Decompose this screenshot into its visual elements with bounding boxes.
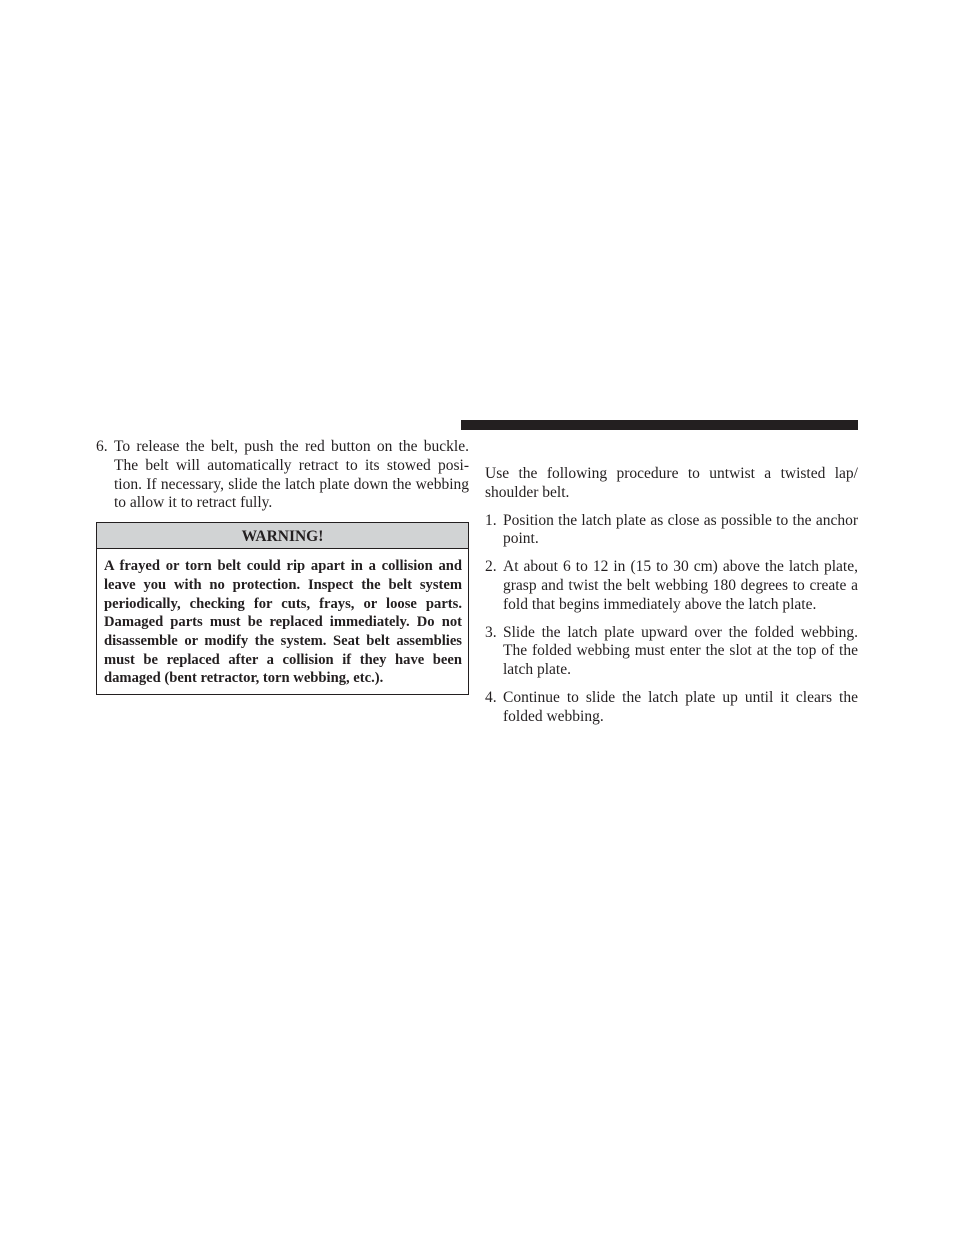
step-text: To release the belt, push the red button on the buckle. The belt will automatically retract to its stowed posi-tion. If necessary, slide the latch plate down the webbing to allow it to retract fully. [114, 438, 469, 512]
step-number: 2. [485, 558, 497, 576]
warning-box [96, 522, 469, 695]
intro-paragraph: Use the following procedure to untwist a twisted lap/ shoulder belt. [485, 465, 858, 501]
step-number: 3. [485, 623, 497, 641]
step-text: Position the latch plate as close as possible to the anchor point. [503, 511, 858, 548]
step-6 [96, 438, 469, 513]
step-1 [485, 512, 858, 550]
step-text: At about 6 to 12 in (15 to 30 cm) above the latch plate, grasp and twist the belt webbing 180 degrees to create a fold that begins immediately above the latch plate. [503, 558, 858, 613]
warning-body: A frayed or torn belt could rip apart in a collision and leave you with no protection. Inspect the belt system periodically, checking for cuts, frays, or loose parts. Damaged parts must be replaced immediately. Do not disassemble or modify the system. Seat belt assemblies must be replaced after a collision if they have been damaged (bent retractor, torn webbing, etc.). [104, 558, 462, 687]
step-text: Continue to slide the latch plate up until it clears the folded webbing. [503, 688, 858, 725]
step-4 [485, 689, 858, 727]
step-number: 4. [485, 688, 497, 706]
step-number: 6. [96, 438, 108, 455]
step-number: 1. [485, 511, 497, 529]
step-3 [485, 624, 858, 680]
right-column [485, 465, 858, 736]
step-2 [485, 558, 858, 614]
section-header-bar [461, 420, 858, 430]
warning-title: WARNING! [97, 523, 468, 549]
left-column [96, 438, 469, 695]
step-text: Slide the latch plate upward over the folded webbing. The folded webbing must enter the slot at the top of the latch plate. [503, 623, 858, 679]
